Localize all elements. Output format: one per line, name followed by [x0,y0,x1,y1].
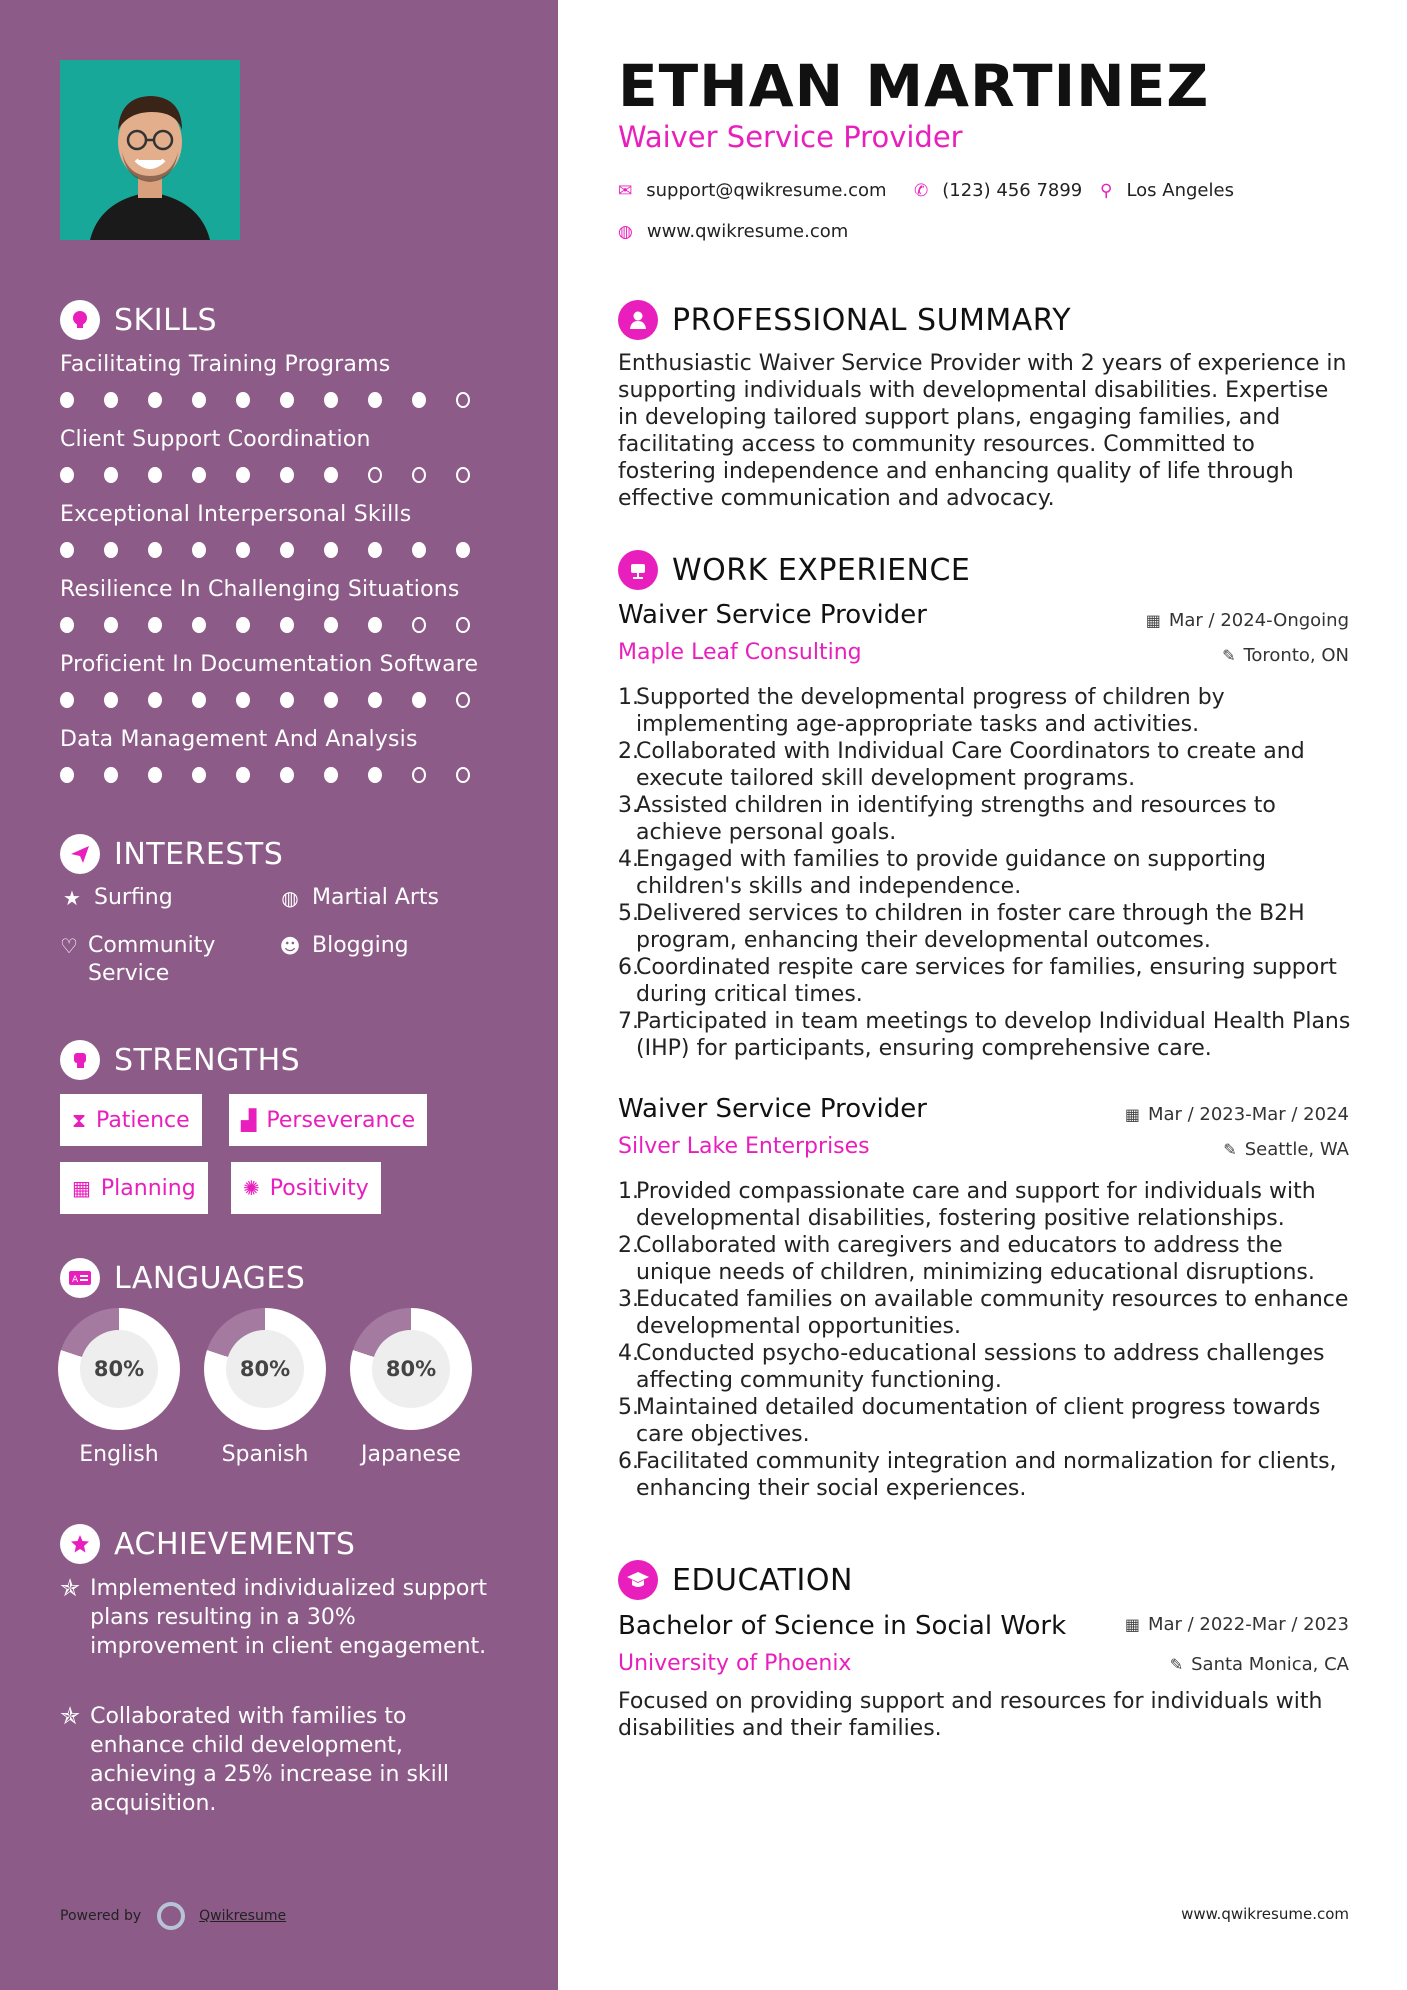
language-name: Japanese [361,1442,461,1467]
lightbulb-icon [60,300,100,340]
hand-heart-icon: ♡ [60,934,78,958]
strength-label: Positivity [269,1175,369,1201]
summary-title: PROFESSIONAL SUMMARY [672,302,1072,338]
rating-dot [324,542,338,558]
list-item: 1. Supported the developmental progress of children by implementing age-appropriate tasks and activities. [618,685,1225,737]
contact-phone [914,180,1082,201]
rating-dot [456,617,470,633]
rating-dot [236,692,250,708]
rating-dot [456,542,470,558]
skill-item [60,652,500,708]
language-progress-ring [204,1308,326,1430]
skill-item [60,352,500,408]
language-progress-ring [58,1308,180,1430]
rating-dot [368,692,382,708]
language-percent: 80% [372,1330,450,1408]
phone-icon: ✆ [914,180,929,201]
users-icon: ☻ [279,934,301,958]
rating-dot [324,767,338,783]
graduation-cap-icon [618,1560,658,1600]
trophy-star-icon [60,1524,100,1564]
rating-dot [324,617,338,633]
list-item: 4. Conducted psycho-educational sessions to address challenges affecting community functioning. [618,1341,1325,1393]
language-progress-ring [350,1308,472,1430]
rating-dot [192,392,206,408]
experience-heading [618,550,970,590]
interest-item [60,932,250,988]
rating-dot [368,392,382,408]
interest-item [278,932,409,960]
rating-dot [104,542,118,558]
skill-item [60,577,500,633]
road-icon: ▟ [241,1108,257,1132]
interest-item [60,884,173,912]
strength-chip [60,1094,202,1146]
job-bullets [618,684,1358,1062]
rating-dot [412,542,426,558]
sidebar [0,0,558,1990]
powered-by [60,1902,286,1930]
strengths-heading [60,1040,300,1080]
rating-dot [412,617,426,633]
map-pin-icon: ⚲ [1100,180,1113,201]
skill-rating [60,767,500,783]
rating-dot [236,542,250,558]
rating-dot [192,467,206,483]
briefcase-chair-icon [618,550,658,590]
rating-dot [368,617,382,633]
rating-dot [60,617,74,633]
interests-title: INTERESTS [114,836,284,872]
experience-title: WORK EXPERIENCE [672,552,971,588]
user-icon [618,300,658,340]
hourglass-icon: ⧗ [72,1108,87,1132]
strength-label: Perseverance [266,1107,416,1133]
list-item: 7. Participated in team meetings to develop Individual Health Plans (IHP) for participants, ensuring comprehensive care. [618,1009,1351,1061]
svg-text:A: A [72,1275,79,1285]
rating-dot [324,467,338,483]
envelope-icon: ✉ [618,180,633,201]
summary-text: Enthusiastic Waiver Service Provider with 2 years of experience in supporting individuals with developmental disabilities. Expertise in developing tailored support plans, engaging families, and facilitating access to community resources. Committed to fostering independence and enhancing quality of life through effective communication and advocacy. [618,351,1347,511]
rating-dot [412,467,426,483]
job-location [1222,645,1349,666]
rating-dot [148,542,162,558]
job-bullets [618,1178,1358,1502]
skill-rating [60,542,500,558]
language-percent: 80% [80,1330,158,1408]
sun-icon: ✺ [243,1176,260,1200]
skill-name: Exceptional Interpersonal Skills [60,502,412,527]
strength-chip [229,1094,427,1146]
pushpin-icon: ✎ [1222,646,1236,665]
strength-label: Patience [96,1107,190,1133]
language-name: English [79,1442,159,1467]
rating-dot [324,692,338,708]
location-text: Los Angeles [1126,180,1234,201]
education-dates-text: Mar / 2022-Mar / 2023 [1147,1614,1349,1635]
skill-rating [60,467,500,483]
achievements-heading [60,1524,355,1564]
calendar-icon: ▦ [72,1176,91,1200]
achievement-text: Collaborated with families to enhance child development, achieving a 25% increase in skill acquisition. [90,1704,449,1816]
calendar-icon: ▦ [1124,1105,1140,1124]
skill-name: Data Management And Analysis [60,727,418,752]
rating-dot [60,767,74,783]
rating-dot [192,767,206,783]
rating-dot [148,617,162,633]
skill-rating [60,392,500,408]
rating-dot [456,692,470,708]
rating-dot [148,392,162,408]
footer-url[interactable]: www.qwikresume.com [1181,1905,1349,1923]
job-dates [1125,1104,1349,1125]
achievements-title: ACHIEVEMENTS [114,1526,356,1562]
list-item: 6. Facilitated community integration and normalization for clients, enhancing their social experiences. [618,1449,1337,1501]
rating-dot [236,617,250,633]
rating-dot [456,767,470,783]
skill-name: Resilience In Challenging Situations [60,577,460,602]
rating-dot [60,392,74,408]
globe-icon: ◍ [281,886,299,910]
pushpin-icon: ✎ [1169,1655,1184,1674]
candidate-name: ETHAN MARTINEZ [618,52,1210,120]
rating-dot [148,692,162,708]
qwikresume-logo-icon [157,1902,185,1930]
rating-dot [236,467,250,483]
skills-title: SKILLS [114,302,218,338]
interest-label: Surfing [94,885,173,910]
candidate-role: Waiver Service Provider [618,120,963,154]
star-icon: ★ [63,886,81,910]
rating-dot [324,392,338,408]
interest-item [278,884,439,912]
job-location [1223,1139,1349,1160]
rating-dot [104,467,118,483]
list-item: 2. Collaborated with Individual Care Coordinators to create and execute tailored skill development programs. [618,739,1305,791]
rating-dot [368,767,382,783]
education-location-text: Santa Monica, CA [1191,1654,1349,1675]
strength-chip [60,1162,208,1214]
rating-dot [456,467,470,483]
job-dates-text: Mar / 2023-Mar / 2024 [1147,1104,1349,1125]
rating-dot [148,767,162,783]
interests-heading [60,834,283,874]
language-item [204,1308,326,1467]
rating-dot [280,467,294,483]
strength-label: Planning [100,1175,196,1201]
skill-rating [60,617,500,633]
skill-item [60,427,500,483]
rating-dot [236,392,250,408]
list-item: 3. Assisted children in identifying strengths and resources to achieve personal goals. [618,793,1276,845]
achievement-item [60,1574,490,1661]
rating-dot [104,392,118,408]
rating-dot [104,692,118,708]
education-title: EDUCATION [672,1562,853,1598]
job-title: Waiver Service Provider [618,600,927,630]
achievement-item [60,1702,490,1818]
strength-chip [231,1162,381,1214]
qwikresume-link[interactable]: Qwikresume [199,1908,287,1924]
rating-dot [192,542,206,558]
skills-heading [60,300,217,340]
skill-item [60,727,500,783]
strengths-title: STRENGTHS [114,1042,301,1078]
contact-website [618,221,848,242]
list-item: 4. Engaged with families to provide guidance on supporting children's skills and independence. [618,847,1267,899]
rating-dot [368,542,382,558]
job-company: Silver Lake Enterprises [618,1134,870,1159]
language-name: Spanish [221,1442,309,1467]
rating-dot [412,767,426,783]
sparkle-star-icon: ✯ [60,1574,81,1602]
rating-dot [60,692,74,708]
languages-heading [60,1258,305,1298]
school-name: University of Phoenix [618,1651,852,1676]
phone-text: (123) 456 7899 [942,180,1083,201]
rating-dot [280,617,294,633]
main-content [558,0,1407,1990]
rating-dot [412,392,426,408]
pushpin-icon: ✎ [1223,1140,1237,1159]
language-item [350,1308,472,1467]
skill-name: Facilitating Training Programs [60,352,391,377]
list-item: 3. Educated families on available community resources to enhance developmental opportunities. [618,1287,1349,1339]
email-text[interactable]: support@qwikresume.com [646,180,887,201]
rating-dot [60,467,74,483]
education-location [1170,1654,1349,1675]
achievement-text: Implemented individualized support plans resulting in a 30% improvement in client engagement. [90,1576,488,1659]
rating-dot [280,692,294,708]
degree-title: Bachelor of Science in Social Work [618,1611,1067,1641]
list-item: 1. Provided compassionate care and support for individuals with developmental disabilities, fostering positive relationships. [618,1179,1316,1231]
sparkle-star-icon: ✯ [60,1702,81,1730]
calendar-icon: ▦ [1124,1615,1140,1634]
list-item: 2. Collaborated with caregivers and educators to address the unique needs of children, minimizing educational disruptions. [618,1233,1315,1285]
contact-location [1100,180,1234,201]
skill-item [60,502,500,558]
education-description: Focused on providing support and resources for individuals with disabilities and their families. [618,1689,1323,1741]
calendar-icon: ▦ [1145,611,1161,630]
job-dates [1146,610,1349,631]
job-location-text: Toronto, ON [1243,645,1349,666]
powered-by-label: Powered by [60,1908,142,1924]
profile-photo [60,60,240,240]
rating-dot [236,767,250,783]
skill-name: Proficient In Documentation Software [60,652,479,677]
paper-plane-icon [60,834,100,874]
interest-label: Community Service [88,933,216,986]
job-dates-text: Mar / 2024-Ongoing [1168,610,1349,631]
education-dates [1125,1614,1349,1635]
list-item: 6. Coordinated respite care services for families, ensuring support during critical times. [618,955,1337,1007]
skill-rating [60,692,500,708]
interest-label: Blogging [312,933,409,958]
rating-dot [60,542,74,558]
job-company: Maple Leaf Consulting [618,640,862,665]
rating-dot [104,767,118,783]
interest-label: Martial Arts [312,885,440,910]
fist-icon [60,1040,100,1080]
rating-dot [148,467,162,483]
languages-title: LANGUAGES [114,1260,306,1296]
language-card-icon [60,1258,100,1298]
rating-dot [192,692,206,708]
rating-dot [280,542,294,558]
language-percent: 80% [226,1330,304,1408]
rating-dot [456,392,470,408]
rating-dot [104,617,118,633]
list-item: 5. Delivered services to children in foster care through the B2H program, enhancing their developmental outcomes. [618,901,1305,953]
rating-dot [280,767,294,783]
education-heading [618,1560,853,1600]
rating-dot [280,392,294,408]
summary-heading [618,300,1071,340]
contact-email [618,180,887,201]
rating-dot [192,617,206,633]
skill-name: Client Support Coordination [60,427,371,452]
job-title: Waiver Service Provider [618,1094,927,1124]
rating-dot [368,467,382,483]
list-item: 5. Maintained detailed documentation of client progress towards care objectives. [618,1395,1321,1447]
globe-icon: ◍ [618,221,633,242]
website-text[interactable]: www.qwikresume.com [646,221,849,242]
rating-dot [412,692,426,708]
job-location-text: Seattle, WA [1244,1139,1349,1160]
language-item [58,1308,180,1467]
